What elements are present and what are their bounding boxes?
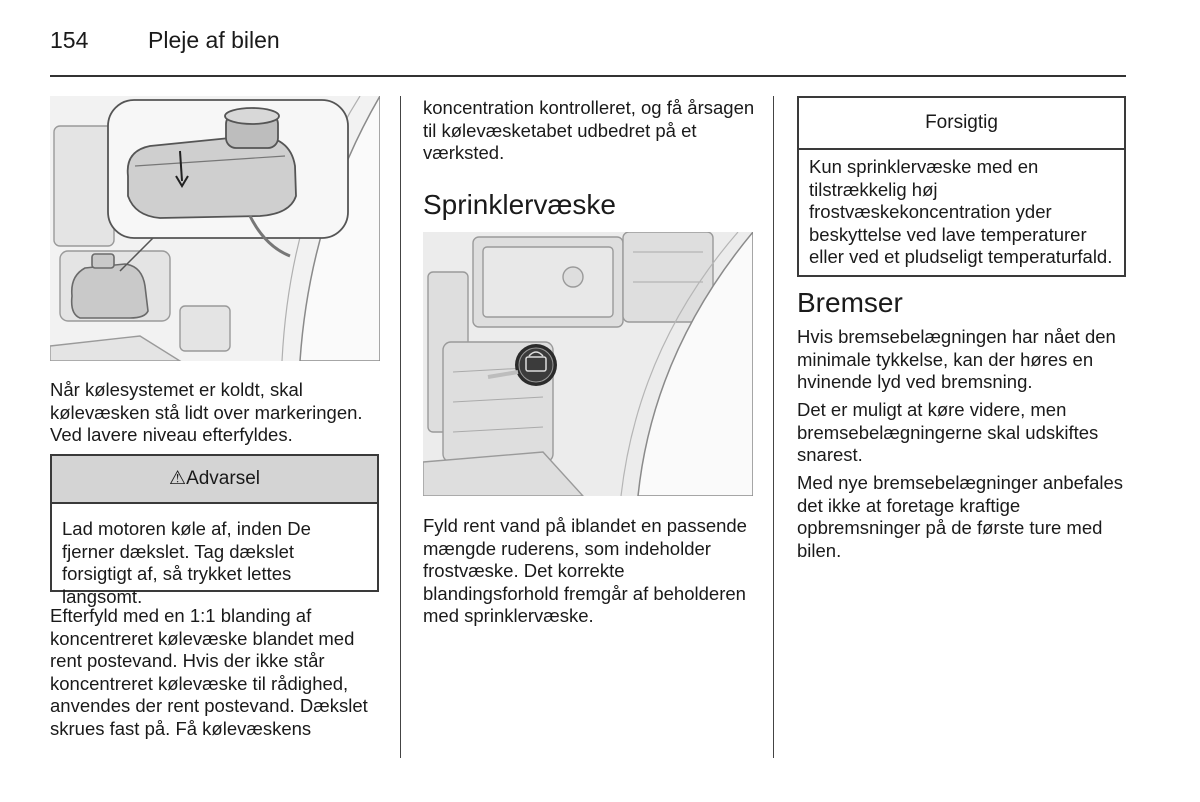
warning-title: Advarsel (186, 468, 260, 489)
column-divider-left (400, 96, 401, 758)
warning-triangle-icon: ⚠ (169, 468, 187, 489)
brakes-paragraph-3: Med nye bremsebelægninger anbefales det ikke at foretage kraftige opbremsninger på de første ture med bilen. (797, 472, 1124, 561)
coolant-level-paragraph: Når kølesystemet er koldt, skal kølevæsken stå lidt over markeringen. Ved lavere niveau efterfyldes. (50, 379, 363, 446)
warning-text: Lad motoren køle af, inden De fjerner dækslet. Tag dækslet forsigtigt af, så trykket lettes langsomt. (62, 518, 311, 607)
washer-fluid-illustration (423, 232, 753, 496)
refill-coolant-paragraph: Efterfyld med en 1:1 blanding af koncentreret kølevæske blandet med rent postevand. Hvis der ikke står koncentreret kølevæske til rådighed, anvendes der rent postevand. Dækslet skrues fast på. Få kølevæskens (50, 605, 368, 739)
washer-fluid-paragraph: Fyld rent vand på iblandet en passende mængde ruderens, som indeholder frostvæske. Det korrekte blandingsforhold fremgår af beholderen med sprinklervæske. (423, 515, 747, 627)
warning-header (52, 456, 377, 504)
caution-title: Forsigtig (925, 112, 998, 133)
caution-header (799, 98, 1124, 150)
coolant-continued-paragraph: koncentration kontrolleret, og få årsagen til kølevæsketabet udbedret på et værksted. (423, 97, 755, 164)
chapter-title: Pleje af bilen (148, 27, 280, 53)
caution-box (797, 96, 1126, 277)
washer-fluid-heading: Sprinklervæske (423, 189, 616, 220)
warning-box (50, 454, 379, 607)
brakes-paragraph-2: Det er muligt at køre videre, men bremsebelægningerne skal udskiftes snarest. (797, 399, 1099, 466)
column-divider-right (773, 96, 774, 758)
brakes-heading: Bremser (797, 287, 903, 318)
caution-text: Kun sprinklervæske med en tilstrækkelig høj frostvæskekoncentration yder beskyttelse ved lave temperaturer eller ved et pludseligt temperaturfald. (809, 156, 1113, 268)
engine-bay-washer-drawing (423, 232, 753, 496)
page-number: 154 (50, 27, 89, 53)
coolant-reservoir-illustration (50, 96, 380, 361)
header-rule (50, 75, 1126, 77)
brakes-paragraph-1: Hvis bremsebelægningen har nået den minimale tykkelse, kan der høres en hvinende lyd ved bremsning. (797, 326, 1116, 393)
engine-bay-coolant-drawing (50, 96, 380, 361)
